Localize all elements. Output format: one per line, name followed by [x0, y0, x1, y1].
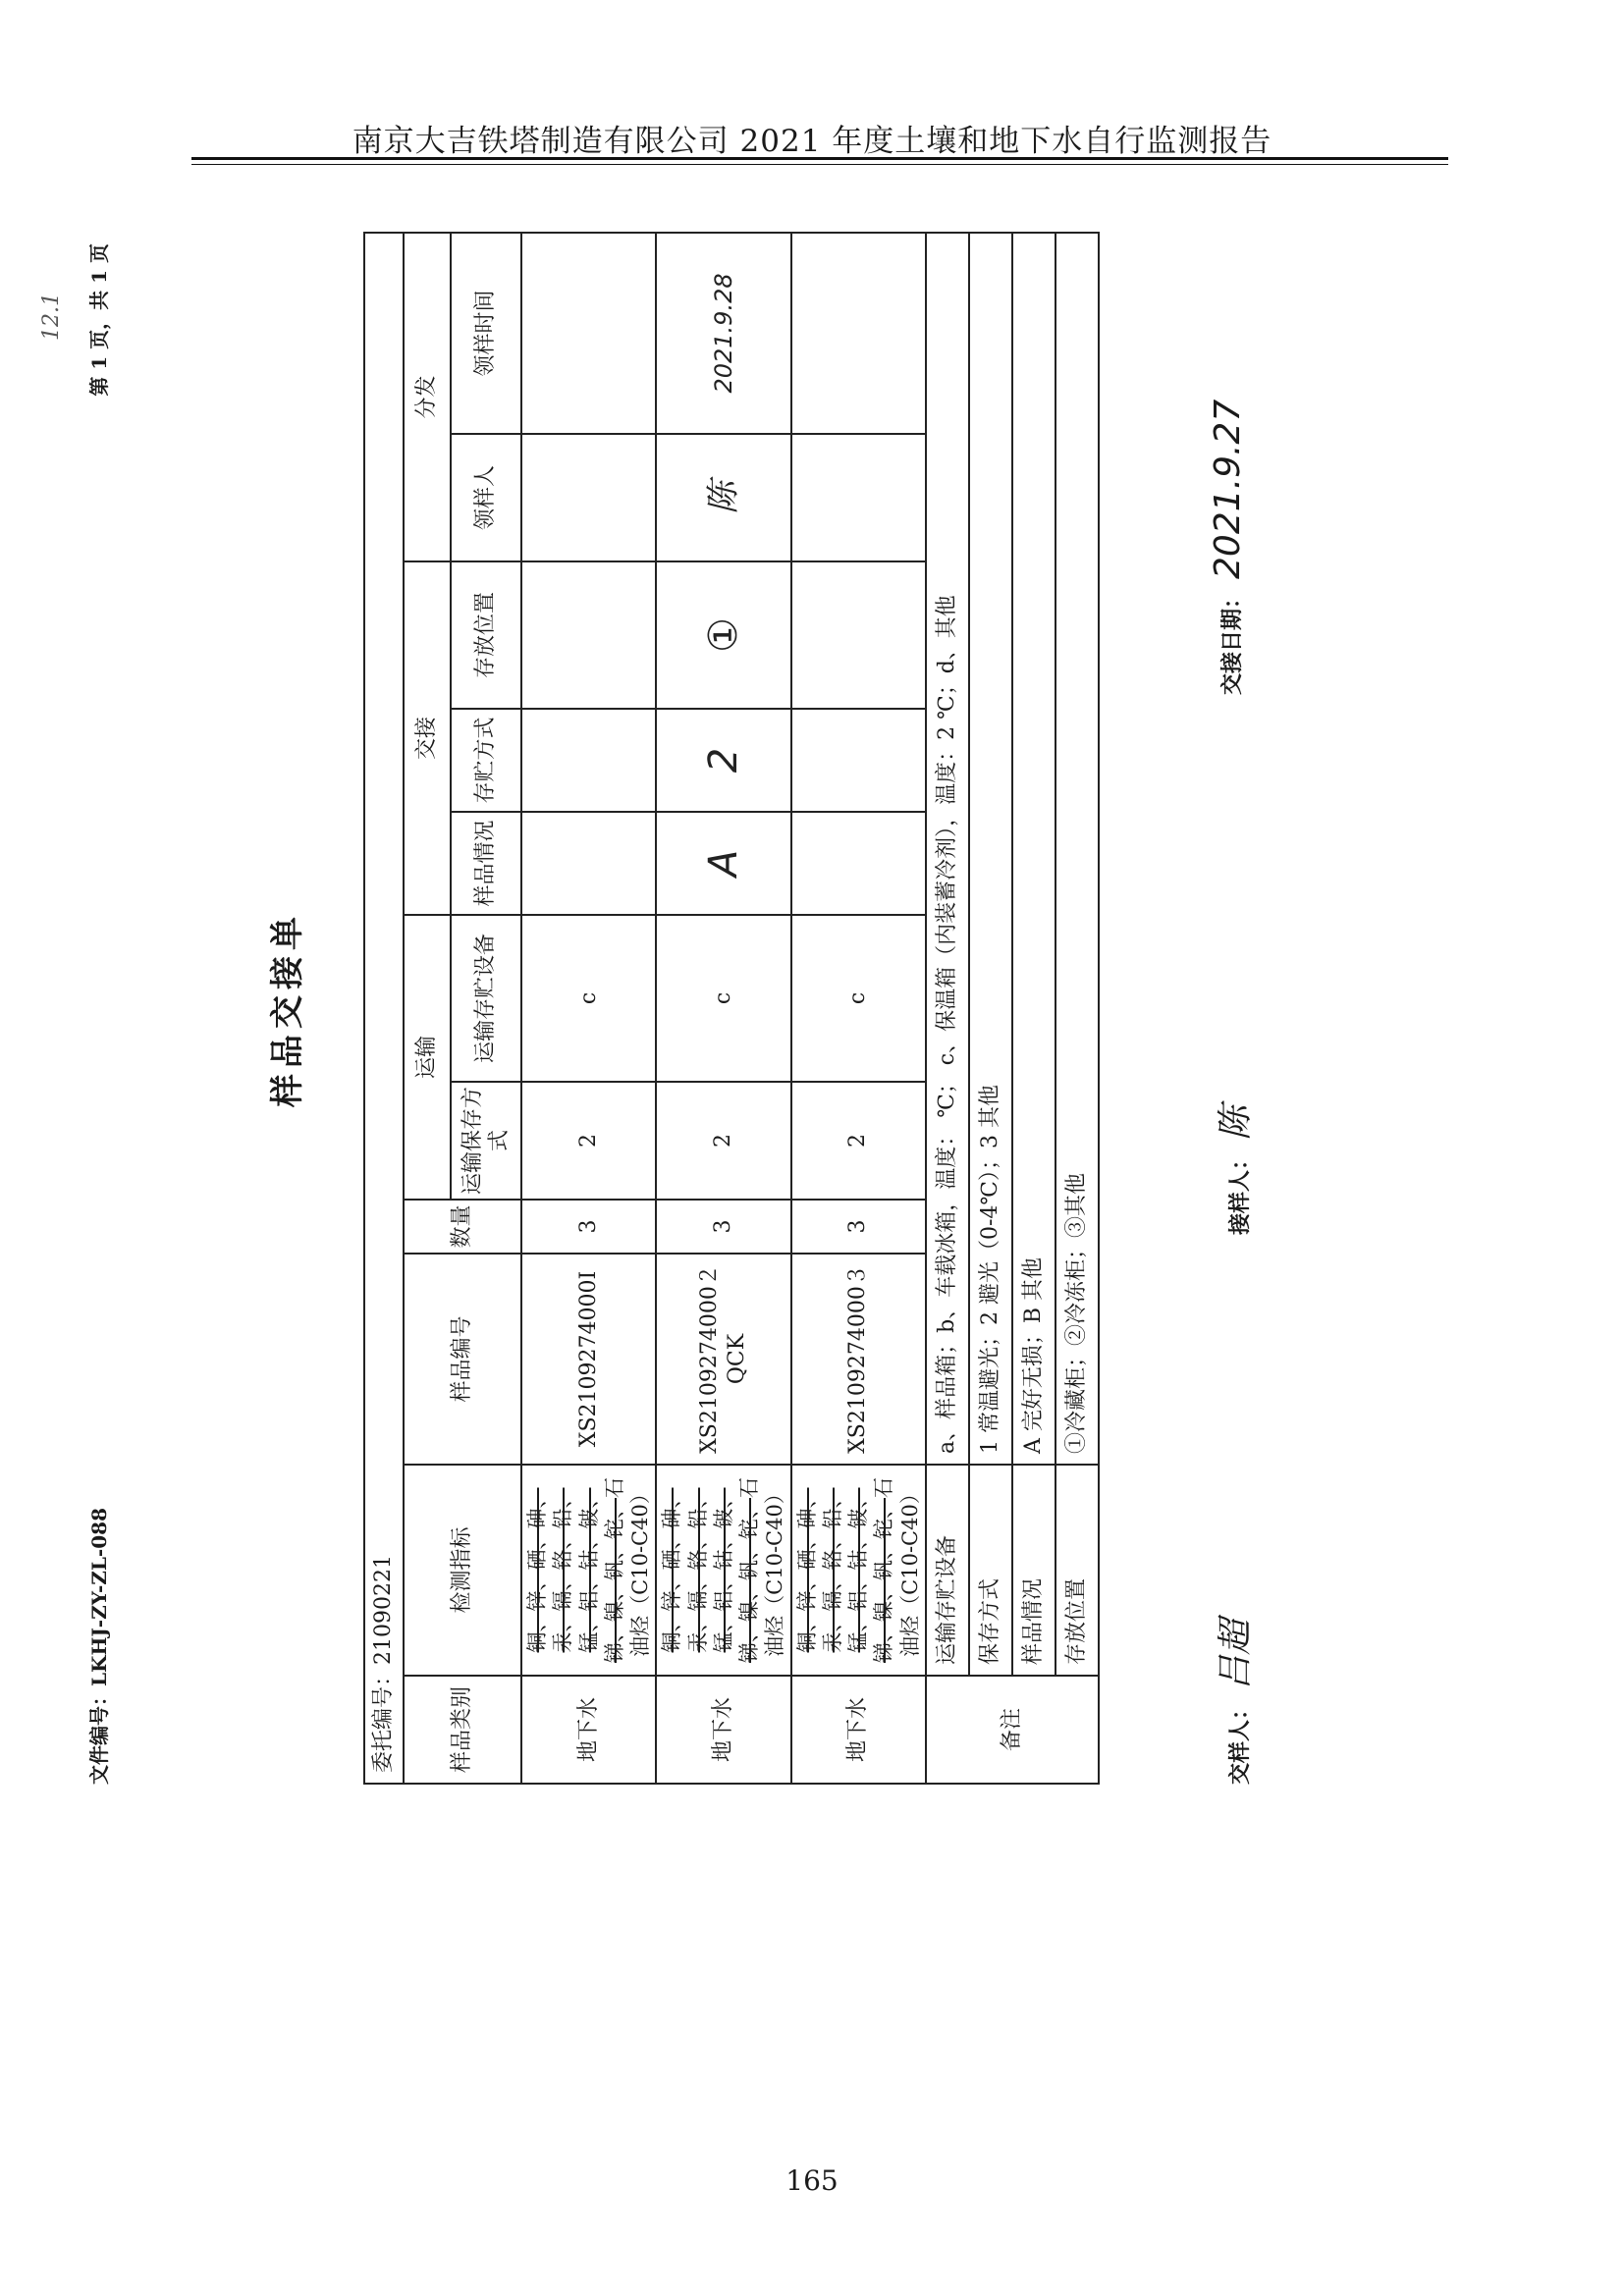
note-2-label: 保存方式	[969, 1465, 1012, 1676]
notes-label: 备注	[926, 1676, 1099, 1784]
file-number: 文件编号：LKHJ-ZY-ZL-088	[87, 1508, 111, 1785]
row-2-indicators	[656, 1465, 790, 1676]
row-3-type: 地下水	[791, 1676, 926, 1784]
row-3-condition	[791, 812, 926, 915]
note-4-text: ①冷藏柜；②冷冻柜；③其他	[1056, 233, 1099, 1465]
row-2-sample-no: XS2109274000２QCK	[656, 1254, 790, 1465]
handwritten-note: 12.1	[39, 293, 64, 341]
row-3-location	[791, 561, 926, 709]
header-indicators: 检测指标	[404, 1465, 521, 1676]
row-2-receiver: 陈	[656, 434, 790, 561]
row-3-time	[791, 233, 926, 434]
row-3-indicators-struck: 铜、锌、硒、砷、汞、镉、铬、铅、锰、铝、钴、铍、锑、镍、钒、铊、	[794, 1487, 896, 1663]
row-2-time: 2021.9.28	[656, 233, 790, 434]
sender-signature	[1208, 1620, 1258, 1785]
row-1-receiver	[521, 434, 656, 561]
receiver-signature	[1208, 1105, 1258, 1235]
rotated-form	[39, 234, 1256, 1785]
row-1-storage	[521, 709, 656, 812]
row-3-equipment: c	[791, 915, 926, 1082]
header-distribution: 分发	[404, 233, 451, 561]
row-2-transport-method: 2	[656, 1082, 790, 1200]
row-2-storage: 2	[656, 709, 790, 812]
date-label: 交接日期：	[1219, 586, 1245, 695]
commission-number: 委托编号：21090221	[364, 233, 404, 1784]
row-3-indicators-kept: 石油烃（C10-C40）	[872, 1477, 922, 1657]
note-4-label: 存放位置	[1056, 1465, 1099, 1676]
handover-date	[1208, 400, 1248, 695]
header-handover: 交接	[404, 561, 451, 915]
row-3-qty: 3	[791, 1200, 926, 1254]
receiver-label: 接样人：	[1227, 1148, 1253, 1235]
header-receiver: 领样人	[451, 434, 521, 561]
header-rule	[191, 157, 1448, 160]
header-storage-method: 存贮方式	[451, 709, 521, 812]
row-2-condition: A	[656, 812, 790, 915]
sender-label: 交样人：	[1227, 1697, 1253, 1785]
row-2-location: ①	[656, 561, 790, 709]
page-indicator: 第 1 页，共 1 页	[87, 243, 111, 397]
row-3-transport-method: 2	[791, 1082, 926, 1200]
date-value: 2021.9.27	[1208, 399, 1248, 579]
header-transport-equipment: 运输存贮设备	[451, 915, 521, 1082]
row-2-equipment: c	[656, 915, 790, 1082]
row-3-indicators	[791, 1465, 926, 1676]
row-1-qty: 3	[521, 1200, 656, 1254]
receiver-name: 陈	[1216, 1104, 1256, 1141]
note-1-text: a、样品箱；b、车载冰箱，温度： ℃； c、保温箱（内装蓄冷剂），温度：2 ℃；d、其他	[926, 233, 969, 1465]
header-receive-time: 领样时间	[451, 233, 521, 434]
row-1-condition	[521, 812, 656, 915]
row-1-equipment: c	[521, 915, 656, 1082]
row-1-indicators-kept: 石油烃（C10-C40）	[602, 1477, 652, 1657]
row-1-location	[521, 561, 656, 709]
row-1-sample-no: XS2109274000I	[521, 1254, 656, 1465]
header-sample-no: 样品编号	[404, 1254, 521, 1465]
header-transport: 运输	[404, 915, 451, 1200]
header-rule-thin	[191, 164, 1448, 165]
sender-name: 吕超	[1216, 1619, 1256, 1690]
note-3-text: A 完好无损；B 其他	[1012, 233, 1056, 1465]
row-1-transport-method: 2	[521, 1082, 656, 1200]
header-sample-type: 样品类别	[404, 1676, 521, 1784]
row-3-receiver	[791, 434, 926, 561]
row-1-indicators-struck: 铜、锌、硒、砷、汞、镉、铬、铅、锰、铝、钴、铍、锑、镍、钒、铊、	[525, 1487, 626, 1663]
note-2-text: 1 常温避光；2 避光（0-4℃）；3 其他	[969, 233, 1012, 1465]
row-2-qty: 3	[656, 1200, 790, 1254]
row-2-indicators-struck: 铜、锌、硒、砷、汞、镉、铬、铅、锰、铝、钴、铍、锑、镍、钒、铊、	[660, 1487, 761, 1663]
page-number: 165	[785, 2164, 839, 2197]
page-header-title: 南京大吉铁塔制造有限公司 2021 年度土壤和地下水自行监测报告	[352, 124, 1272, 159]
sample-handover-table	[363, 232, 1100, 1785]
row-2-type: 地下水	[656, 1676, 790, 1784]
header-storage-location: 存放位置	[451, 561, 521, 709]
row-3-storage	[791, 709, 926, 812]
row-1-type: 地下水	[521, 1676, 656, 1784]
row-1-indicators	[521, 1465, 656, 1676]
note-1-label: 运输存贮设备	[926, 1465, 969, 1676]
note-3-label: 样品情况	[1012, 1465, 1056, 1676]
form-title: 样品交接单	[268, 911, 307, 1107]
row-3-sample-no: XS2109274000３	[791, 1254, 926, 1465]
row-2-indicators-kept: 石油烃（C10-C40）	[737, 1477, 787, 1657]
header-transport-method: 运输保存方式	[451, 1082, 521, 1200]
header-quantity: 数量	[404, 1200, 521, 1254]
row-1-time	[521, 233, 656, 434]
header-sample-condition: 样品情况	[451, 812, 521, 915]
